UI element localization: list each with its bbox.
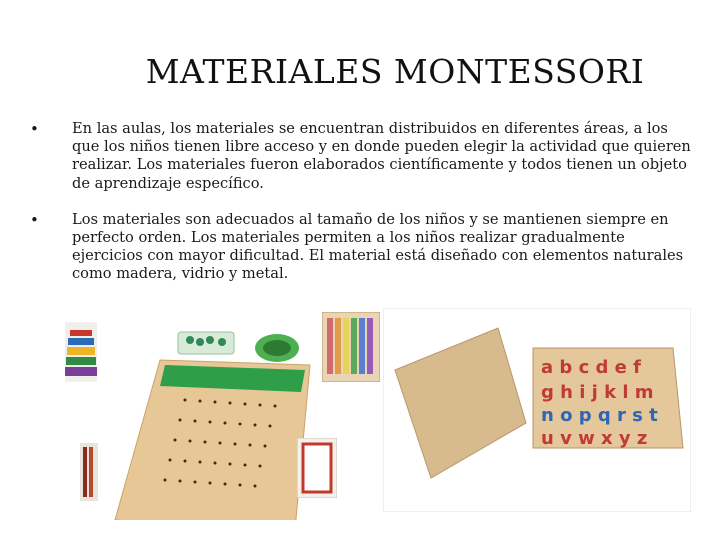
svg-text:n o p q r s t: n o p q r s t	[541, 405, 658, 426]
bullet-list	[30, 120, 695, 302]
svg-text:g h i j k l m: g h i j k l m	[541, 382, 654, 403]
bullet-marker: •	[30, 120, 39, 138]
svg-text:a b c d e f: a b c d e f	[541, 357, 641, 378]
movable-alphabet-photo	[383, 308, 691, 512]
svg-text:u v w x y z: u v w x y z	[541, 428, 648, 449]
bullet-item	[30, 211, 695, 284]
bullet-text: En las aulas, los materiales se encuentran distribuidos en diferentes áreas, a los que los niños tienen libre acceso y en donde pueden elegir la actividad que quieren realizar. Los materiales fueron elaborados científicamente y todos tienen un objeto de aprendizaje específico.	[72, 120, 691, 192]
color-tablets-photo	[322, 312, 380, 382]
material-thumbnail-photo	[80, 443, 98, 501]
slide-title: MATERIALES MONTESSORI	[145, 52, 645, 91]
bullet-marker: •	[30, 210, 39, 229]
material-frame-photo	[297, 438, 337, 498]
bullet-text: Los materiales son adecuados al tamaño de los niños y se mantienen siempre en perfecto orden. Los materiales permiten a los niños realizar gradualmente ejercicios con mayor dificultad. El material está diseñado con elementos naturales como madera, vidrio y metal.	[72, 210, 684, 283]
bullet-item	[30, 120, 695, 193]
photo-collage	[60, 300, 700, 520]
stacking-rings-photo	[65, 322, 97, 382]
